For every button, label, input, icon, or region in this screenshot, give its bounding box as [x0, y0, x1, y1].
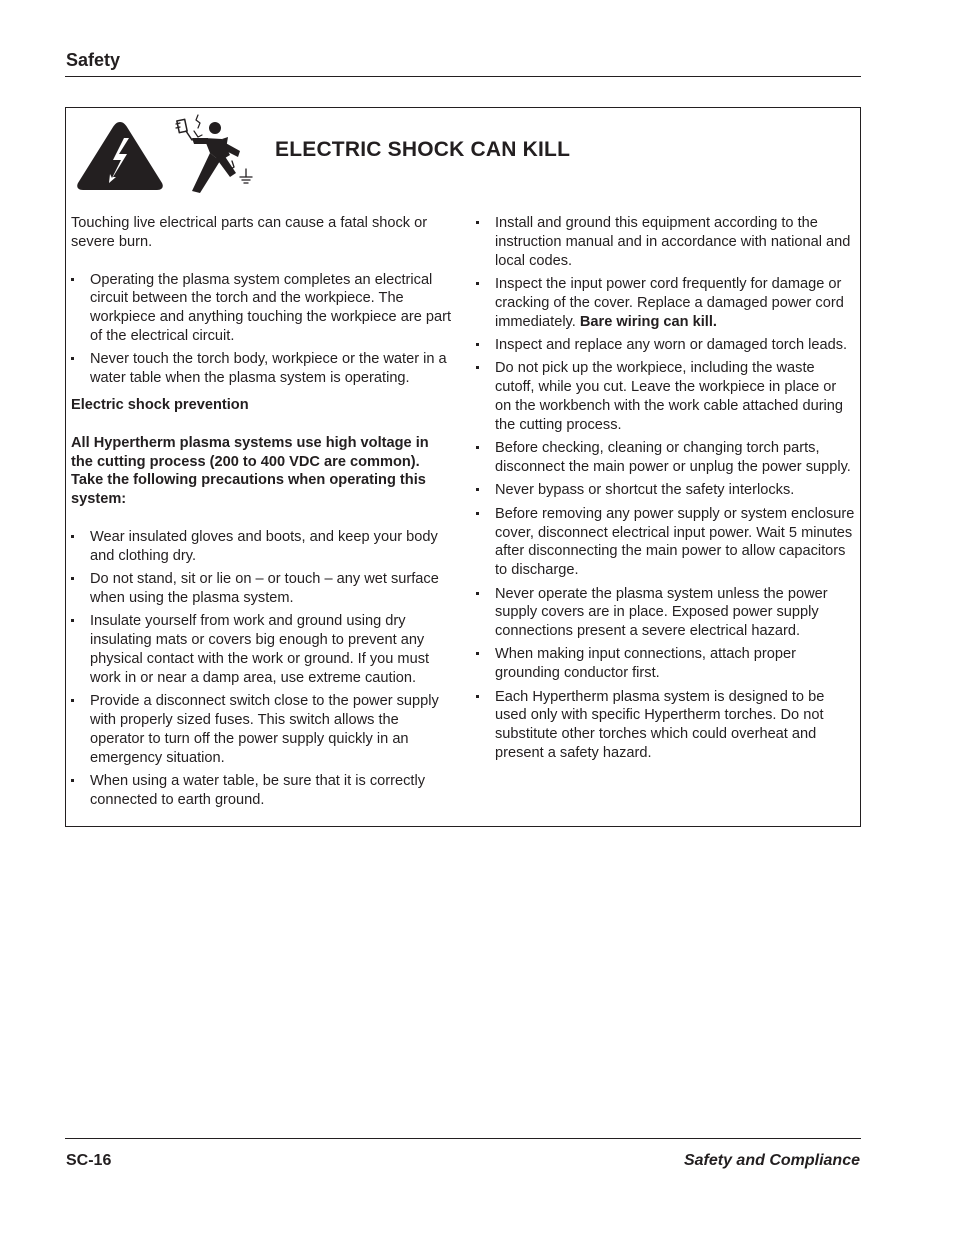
list-item [476, 645, 856, 683]
section-header: Safety [66, 50, 121, 70]
electric-hazard-icon [75, 120, 165, 192]
bullet-icon [476, 221, 479, 224]
footer-rule [65, 1138, 861, 1139]
list-item-text: Do not pick up the workpiece, including the waste cutoff, while you cut. Leave the workpiece in place or on the workbench with the work cable attached during the cutting process. [495, 360, 844, 433]
list-item [476, 481, 856, 500]
list-item [476, 214, 856, 270]
list-item-text: Never bypass or shortcut the safety interlocks. [495, 482, 795, 499]
page-number: SC-16 [66, 1152, 112, 1169]
bullet-icon [71, 278, 74, 281]
bullet-icon [71, 779, 74, 782]
list-item-text: Install and ground this equipment according to the instruction manual and in accordance with national and local codes. [495, 215, 851, 269]
list-item-text: When using a water table, be sure that it is correctly connected to earth ground. [90, 772, 426, 808]
list-item [71, 350, 451, 388]
bullet-icon [476, 652, 479, 655]
bullet-icon [476, 488, 479, 491]
electrocution-person-icon [174, 111, 258, 197]
header-rule [65, 76, 861, 77]
hazard-list [71, 271, 451, 388]
list-item-text: Do not stand, sit or lie on – or touch – any wet surface when using the plasma system. [90, 571, 439, 606]
list-item-text: Each Hypertherm plasma system is designed to be used only with specific Hypertherm torches. Do not substitute other torches which could overheat and present a safety hazard. [495, 688, 825, 762]
list-item [476, 359, 856, 434]
list-item [476, 275, 856, 331]
list-item [71, 528, 451, 566]
list-item-text: Provide a disconnect switch close to the power supply with properly sized fuses. This switch allows the operator to turn off the power supply quickly in an emergency situation. [90, 693, 439, 766]
list-item-text: Inspect and replace any worn or damaged torch leads. [495, 336, 848, 353]
bullet-icon [71, 699, 74, 702]
list-item-text: Never touch the torch body, workpiece or the water in a water table when the plasma system is operating. [90, 351, 447, 387]
list-item-text: When making input connections, attach proper grounding conductor first. [495, 646, 796, 682]
list-item [476, 585, 856, 641]
list-item-text: Insulate yourself from work and ground using dry insulating mats or covers big enough to prevent any physical contact with the work or ground. If you must work in or near a damp area, use extreme caution. [90, 613, 430, 686]
list-item [476, 336, 856, 355]
list-item-text: Never operate the plasma system unless the power supply covers are in place. Exposed power supply connections present a severe electrical hazard. [495, 585, 828, 640]
list-item [71, 772, 451, 810]
bullet-icon [476, 366, 479, 369]
list-item [71, 612, 451, 687]
list-item-text: Operating the plasma system completes an electrical circuit between the torch and the workpiece. The workpiece and anything touching the workpiece are part of the electrical circuit. [90, 271, 452, 344]
precaution-list [71, 528, 451, 810]
list-item-bold-text: Bare wiring can kill. [579, 313, 717, 330]
installation-list [476, 214, 856, 763]
subheading: Electric shock prevention [71, 396, 249, 413]
list-item [71, 692, 451, 767]
list-item-text: Inspect the input power cord frequently for damage or cracking of the cover. Replace a damaged power cord immediately. [495, 275, 844, 330]
list-item [476, 439, 856, 477]
bullet-icon [71, 577, 74, 580]
list-item [476, 505, 856, 580]
bullet-icon [71, 535, 74, 538]
list-item [476, 688, 856, 763]
bullet-icon [71, 619, 74, 622]
bullet-icon [476, 695, 479, 698]
bullet-icon [71, 357, 74, 360]
warning-title: ELECTRIC SHOCK CAN KILL [275, 138, 571, 161]
intro-paragraph: Touching live electrical parts can cause a fatal shock or severe burn. [71, 215, 428, 250]
list-item [71, 570, 451, 608]
bullet-icon [476, 592, 479, 595]
list-item-text: Before removing any power supply or system enclosure cover, disconnect electrical input power. Wait 5 minutes after disconnecting the main power to allow capacitors to discharge. [495, 505, 855, 579]
list-item [71, 271, 451, 346]
manual-title: Safety and Compliance [683, 1152, 860, 1169]
right-column [476, 214, 856, 767]
warning-box [65, 107, 861, 827]
list-item-text: Before checking, cleaning or changing torch parts, disconnect the main power or unplug the power supply. [495, 440, 851, 475]
bullet-icon [476, 512, 479, 515]
precaution-paragraph: All Hypertherm plasma systems use high voltage in the cutting process (200 to 400 VDC are common). Take the following precautions when operating this system: [71, 434, 429, 508]
left-column [71, 214, 451, 814]
bullet-icon [476, 343, 479, 346]
list-item-text: Wear insulated gloves and boots, and keep your body and clothing dry. [90, 528, 438, 564]
bullet-icon [476, 446, 479, 449]
bullet-icon [476, 282, 479, 285]
